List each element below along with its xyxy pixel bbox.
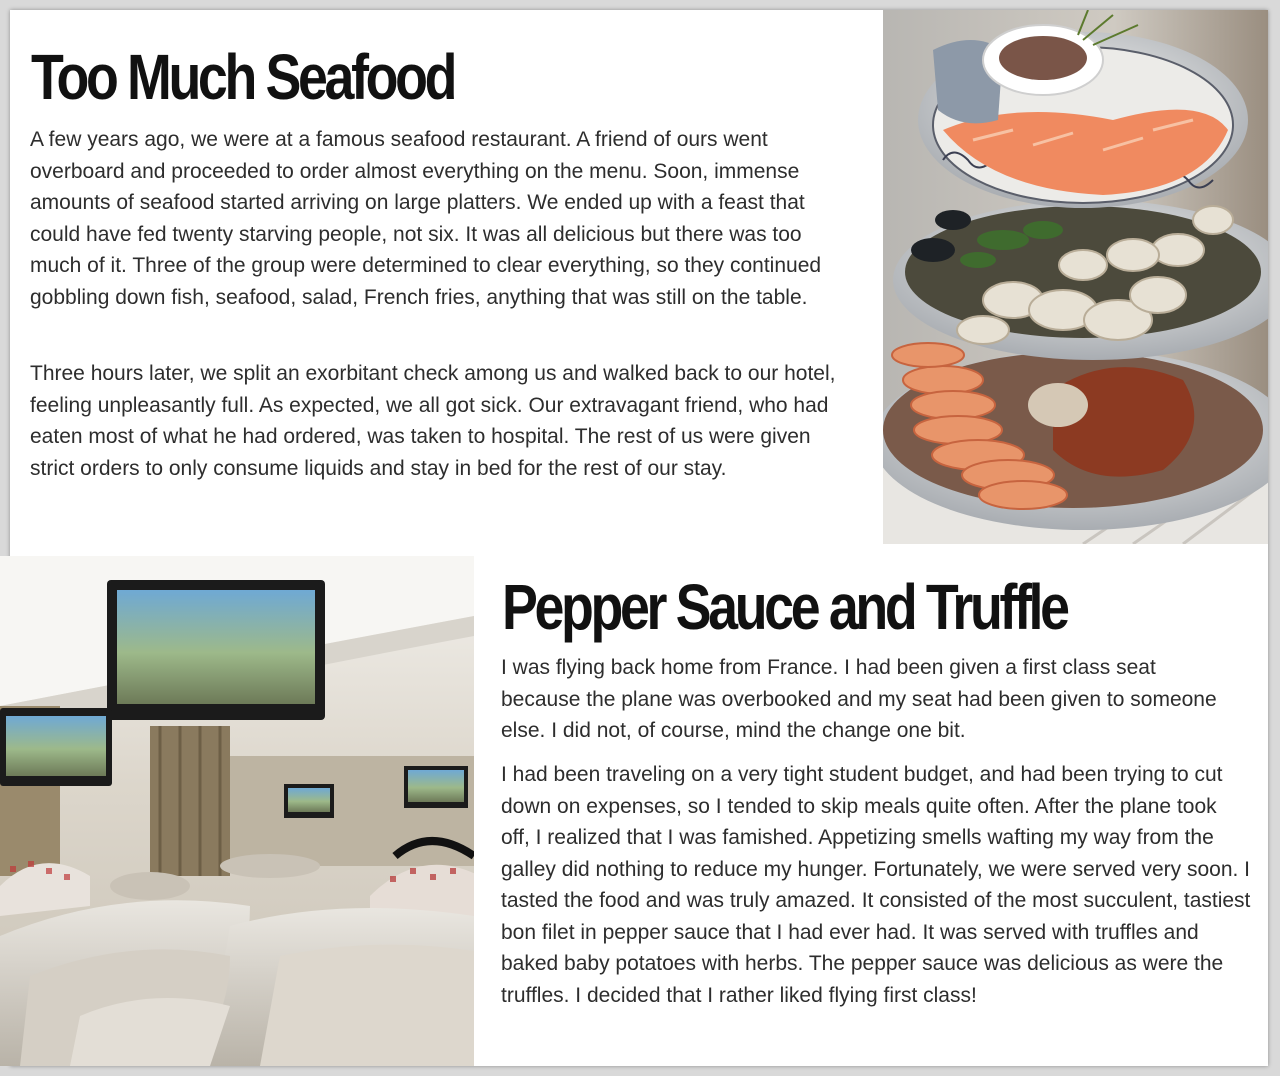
article-2-title: Pepper Sauce and Truffle [502, 571, 1067, 643]
airplane-cabin-photo [0, 556, 474, 1066]
article-2-paragraph-1: I was flying back home from France. I had been given a first class seat because the plane was overbooked and my seat had been given to someone else. I did not, of course, mind the change one bit. [501, 656, 1217, 742]
article-2-paragraph-2: I had been traveling on a very tight student budget, and had been trying to cut down on expenses, so I tended to skip meals quite often. After the plane took off, I realized that I was famished. Appetizing smells wafting my way from the galley did nothing to reduce my hunger. Fortunately, we were served very soon. I tasted the food and was truly amazed. It consisted of the most succulent, tastiest bon filet in pepper sauce that I had ever had. It was served with truffles and baked baby potatoes with herbs. The pepper sauce was delicious as were the truffles. I decided that I rather liked flying first class! [501, 763, 1251, 1007]
article-1-title: Too Much Seafood [31, 41, 455, 113]
magazine-page [10, 10, 1268, 1066]
article-1-paragraph-1: A few years ago, we were at a famous seafood restaurant. A friend of ours went overboard and proceeded to order almost everything on the menu. Soon, immense amounts of seafood started arriving on large platters. We ended up with a feast that could have fed twenty starving people, not six. It was all delicious but there was too much of it. Three of the group were determined to clear everything, so they continued gobbling down fish, seafood, salad, French fries, anything that was still on the table. [30, 128, 822, 309]
article-1-paragraph-2: Three hours later, we split an exorbitant check among us and walked back to our hotel, feeling unpleasantly full. As expected, we all got sick. Our extravagant friend, who had eaten most of what he had ordered, was taken to hospital. The rest of us were given strict orders to only consume liquids and stay in bed for the rest of our stay. [30, 362, 836, 480]
seafood-tower-photo [883, 10, 1268, 544]
